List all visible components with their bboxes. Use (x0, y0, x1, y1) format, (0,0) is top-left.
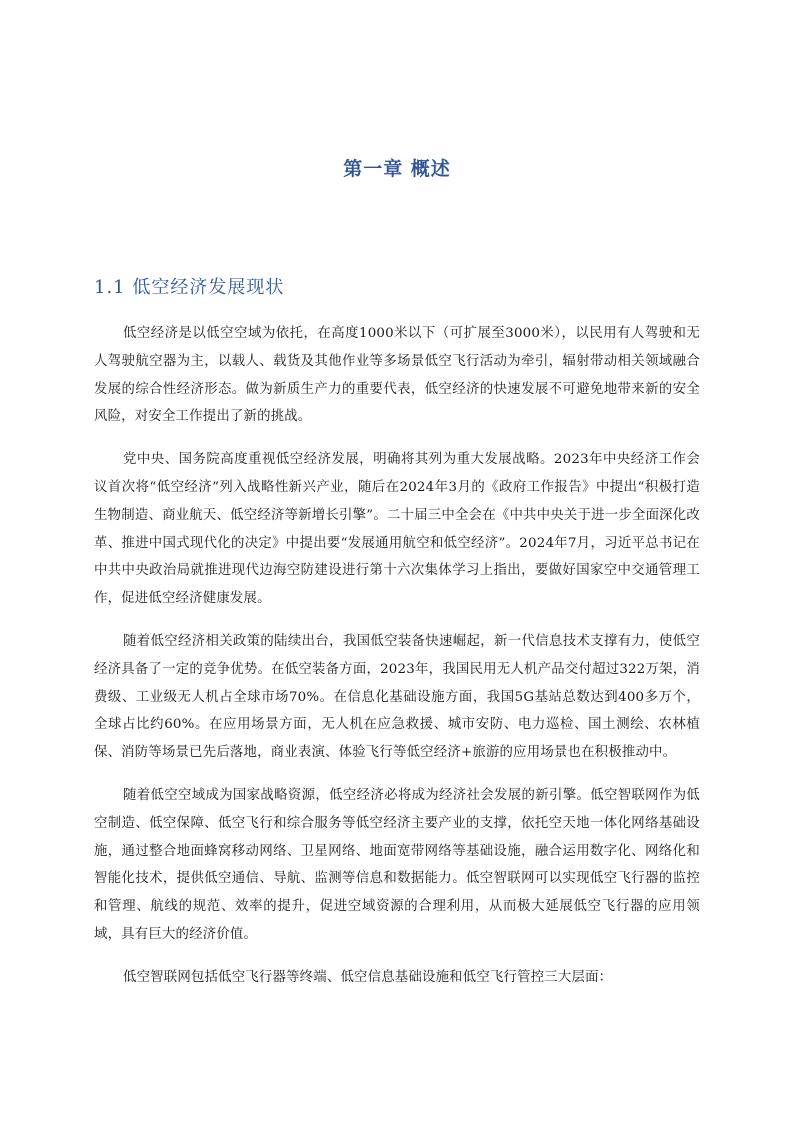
paragraph: 随着低空经济相关政策的陆续出台，我国低空装备快速崛起，新一代信息技术支撑有力，使低空经济具备了一定的竞争优势。在低空装备方面，2023年，我国民用无人机产品交付超过322万架，消费级、工业级无人机占全球市场70%。在信息化基础设施方面，我国5G基站总数达到400多万个，全球占比约60%。在应用场景方面，无人机在应急救援、城市安防、电力巡检、国土测绘、农林植保、消防等场景已先后落地，商业表演、体验飞行等低空经济+旅游的应用场景也在积极推动中。 (94, 633, 700, 761)
body-text (94, 320, 700, 1007)
section-title: 1.1 低空经济发展现状 (94, 277, 285, 298)
chapter-title: 第一章 概述 (343, 158, 451, 180)
paragraph: 党中央、国务院高度重视低空经济发展，明确将其列为重大发展战略。2023年中央经济工作会议首次将“低空经济”列入战略性新兴产业，随后在2024年3月的《政府工作报告》中提出“积极打造生物制造、商业航天、低空经济等新增长引擎”。二十届三中全会在《中共中央关于进一步全面深化改革、推进中国式现代化的决定》中提出要“发展通用航空和低空经济”。2024年7月，习近平总书记在中共中央政治局就推进现代边海空防建设进行第十六次集体学习上指出，要做好国家空中交通管理工作，促进低空经济健康发展。 (94, 452, 700, 607)
paragraph: 随着低空空域成为国家战略资源，低空经济必将成为经济社会发展的新引擎。低空智联网作为低空制造、低空保障、低空飞行和综合服务等低空经济主要产业的支撑，依托空天地一体化网络基础设施，通过整合地面蜂窝移动网络、卫星网络、地面宽带网络等基础设施，融合运用数字化、网络化和智能化技术，提供低空通信、导航、监测等信息和数据能力。低空智联网可以实现低空飞行器的监控和管理、航线的规范、效率的提升，促进空域资源的合理利用，从而极大延展低空飞行器的应用领域，具有巨大的经济价值。 (94, 787, 700, 942)
paragraph: 低空智联网包括低空飞行器等终端、低空信息基础设施和低空飞行管控三大层面： (123, 969, 613, 985)
paragraph: 低空经济是以低空空域为依托，在高度1000米以下（可扩展至3000米），以民用有人驾驶和无人驾驶航空器为主，以载人、载货及其他作业等多场景低空飞行活动为牵引，辐射带动相关领域融合发展的综合性经济形态。做为新质生产力的重要代表，低空经济的快速发展不可避免地带来新的安全风险，对安全工作提出了新的挑战。 (94, 326, 700, 425)
